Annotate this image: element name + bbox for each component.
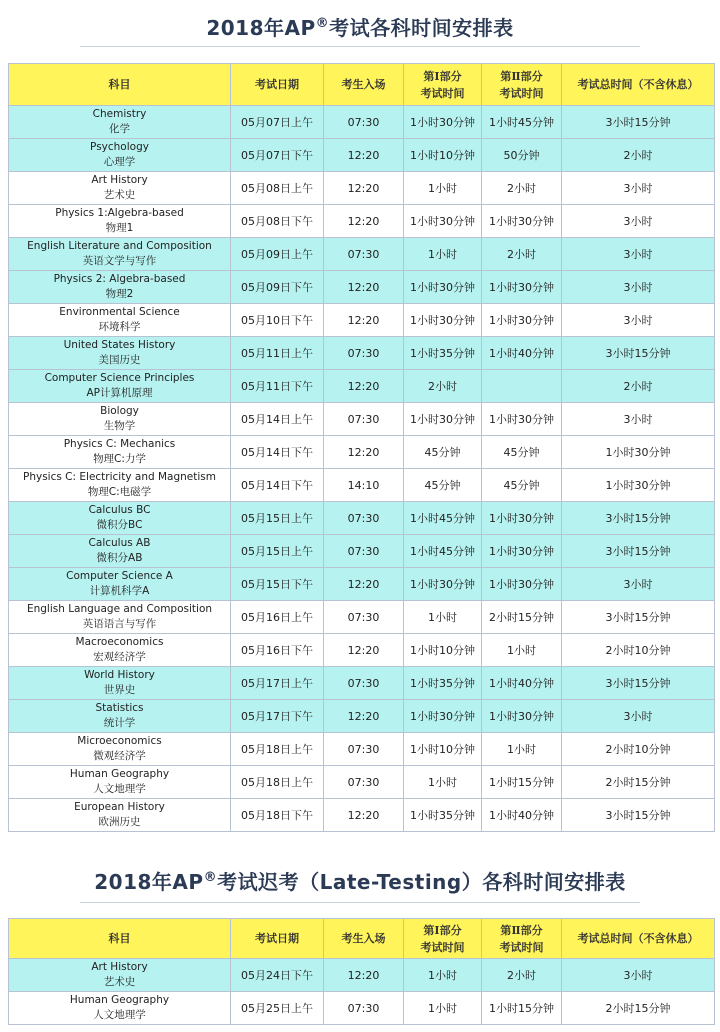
subject-cell <box>9 238 231 271</box>
table-row <box>9 370 715 403</box>
subject-cell <box>9 601 231 634</box>
entry-time-cell: 12:20 <box>324 634 404 667</box>
total-duration-cell: 3小时15分钟 <box>562 667 715 700</box>
subject-cell <box>9 106 231 139</box>
subject-english: Macroeconomics <box>75 636 164 648</box>
entry-time-cell: 07:30 <box>324 106 404 139</box>
part2-duration-cell: 1小时15分钟 <box>482 766 562 799</box>
total-duration-cell: 3小时 <box>562 172 715 205</box>
total-duration-cell: 2小时 <box>562 139 715 172</box>
header-part2 <box>482 64 562 106</box>
exam-schedule-table <box>8 63 715 832</box>
subject-chinese: 计算机科学A <box>89 585 150 597</box>
date-cell: 05月07日上午 <box>231 106 324 139</box>
part1-duration-cell: 1小时 <box>404 959 482 992</box>
subject-cell <box>9 502 231 535</box>
date-cell: 05月07日下午 <box>231 139 324 172</box>
part1-duration-cell: 1小时30分钟 <box>404 271 482 304</box>
header-part1 <box>404 919 482 959</box>
part2-duration-cell: 1小时40分钟 <box>482 337 562 370</box>
table-row <box>9 601 715 634</box>
date-cell: 05月17日上午 <box>231 667 324 700</box>
table-row <box>9 502 715 535</box>
part1-duration-cell: 1小时30分钟 <box>404 568 482 601</box>
part2-duration-cell: 1小时30分钟 <box>482 535 562 568</box>
entry-time-cell: 12:20 <box>324 139 404 172</box>
subject-cell <box>9 337 231 370</box>
title-divider <box>80 46 640 47</box>
subject-chinese: 物理C:电磁学 <box>87 486 152 498</box>
subject-cell <box>9 271 231 304</box>
subject-chinese: 人文地理学 <box>93 783 146 795</box>
subject-chinese: 心理学 <box>103 156 136 168</box>
date-cell: 05月18日下午 <box>231 799 324 832</box>
entry-time-cell: 07:30 <box>324 337 404 370</box>
total-duration-cell: 3小时15分钟 <box>562 337 715 370</box>
subject-english: Chemistry <box>92 108 147 120</box>
part2-duration-cell: 1小时30分钟 <box>482 271 562 304</box>
total-duration-cell: 3小时 <box>562 238 715 271</box>
table-row <box>9 799 715 832</box>
subject-chinese: 化学 <box>109 123 130 135</box>
table-row <box>9 667 715 700</box>
part2-duration-cell: 1小时30分钟 <box>482 205 562 238</box>
part1-duration-cell: 45分钟 <box>404 436 482 469</box>
part2-duration-cell: 2小时 <box>482 959 562 992</box>
subject-english: Computer Science Principles <box>44 372 195 384</box>
total-duration-cell: 2小时10分钟 <box>562 733 715 766</box>
part2-duration-cell: 2小时 <box>482 238 562 271</box>
subject-chinese: 艺术史 <box>103 189 136 201</box>
date-cell: 05月15日上午 <box>231 535 324 568</box>
subject-english: Physics C: Electricity and Magnetism <box>23 471 216 483</box>
subject-cell <box>9 304 231 337</box>
total-duration-cell: 3小时 <box>562 304 715 337</box>
part2-duration-cell: 1小时40分钟 <box>482 799 562 832</box>
part2-duration-cell: 1小时30分钟 <box>482 403 562 436</box>
table-header-row <box>9 919 715 959</box>
registered-mark: ® <box>315 16 330 31</box>
total-duration-cell: 3小时 <box>562 271 715 304</box>
table-row <box>9 733 715 766</box>
header-subject: 科目 <box>9 64 231 106</box>
part2-duration-cell: 2小时15分钟 <box>482 601 562 634</box>
date-cell: 05月16日上午 <box>231 601 324 634</box>
part1-duration-cell: 1小时35分钟 <box>404 667 482 700</box>
late-title-prefix: 2018年AP <box>94 870 204 894</box>
entry-time-cell: 07:30 <box>324 992 404 1025</box>
subject-cell <box>9 139 231 172</box>
header-part2-line2: 考试时间 <box>499 940 544 954</box>
subject-cell <box>9 992 231 1025</box>
part1-duration-cell: 1小时30分钟 <box>404 205 482 238</box>
subject-english: Psychology <box>90 141 149 153</box>
subject-cell <box>9 959 231 992</box>
part1-duration-cell: 1小时 <box>404 172 482 205</box>
subject-english: Physics 1:Algebra-based <box>55 207 184 219</box>
header-part1-line1: 第Ⅰ部分 <box>423 923 462 937</box>
total-duration-cell: 1小时30分钟 <box>562 436 715 469</box>
subject-chinese: 英语文学与写作 <box>82 255 157 267</box>
date-cell: 05月18日上午 <box>231 733 324 766</box>
header-total: 考试总时间（不含休息） <box>562 919 715 959</box>
header-date: 考试日期 <box>231 919 324 959</box>
table-row <box>9 700 715 733</box>
late-table-body <box>9 959 715 1025</box>
title-divider <box>80 902 640 903</box>
subject-english: Microeconomics <box>77 735 162 747</box>
subject-chinese: 世界史 <box>103 684 136 696</box>
late-testing-title <box>0 866 720 895</box>
total-duration-cell: 3小时15分钟 <box>562 106 715 139</box>
part2-duration-cell: 1小时45分钟 <box>482 106 562 139</box>
header-part1 <box>404 64 482 106</box>
entry-time-cell: 14:10 <box>324 469 404 502</box>
total-duration-cell: 3小时15分钟 <box>562 535 715 568</box>
entry-time-cell: 12:20 <box>324 304 404 337</box>
entry-time-cell: 12:20 <box>324 799 404 832</box>
schedule-title <box>0 12 720 41</box>
schedule-title-prefix: 2018年AP <box>206 16 316 40</box>
date-cell: 05月14日下午 <box>231 436 324 469</box>
total-duration-cell: 2小时10分钟 <box>562 634 715 667</box>
header-part2 <box>482 919 562 959</box>
subject-english: Human Geography <box>69 994 170 1006</box>
header-subject: 科目 <box>9 919 231 959</box>
subject-chinese: 微积分AB <box>96 552 143 564</box>
date-cell: 05月25日上午 <box>231 992 324 1025</box>
subject-cell <box>9 469 231 502</box>
part2-duration-cell: 1小时 <box>482 733 562 766</box>
entry-time-cell: 12:20 <box>324 700 404 733</box>
subject-cell <box>9 700 231 733</box>
header-part1-line2: 考试时间 <box>420 86 465 100</box>
table-row <box>9 304 715 337</box>
subject-english: Physics C: Mechanics <box>63 438 176 450</box>
subject-english: English Literature and Composition <box>27 240 212 252</box>
subject-cell <box>9 205 231 238</box>
subject-cell <box>9 535 231 568</box>
part1-duration-cell: 1小时35分钟 <box>404 337 482 370</box>
entry-time-cell: 07:30 <box>324 667 404 700</box>
total-duration-cell: 1小时30分钟 <box>562 469 715 502</box>
table-row <box>9 568 715 601</box>
date-cell: 05月09日上午 <box>231 238 324 271</box>
table-row <box>9 634 715 667</box>
entry-time-cell: 07:30 <box>324 601 404 634</box>
part1-duration-cell: 1小时 <box>404 238 482 271</box>
subject-english: Statistics <box>95 702 144 714</box>
part1-duration-cell: 1小时45分钟 <box>404 535 482 568</box>
entry-time-cell: 12:20 <box>324 568 404 601</box>
part1-duration-cell: 1小时10分钟 <box>404 634 482 667</box>
subject-cell <box>9 766 231 799</box>
part2-duration-cell: 1小时30分钟 <box>482 502 562 535</box>
total-duration-cell: 3小时15分钟 <box>562 799 715 832</box>
part2-duration-cell <box>482 370 562 403</box>
table-row <box>9 469 715 502</box>
table-row <box>9 205 715 238</box>
date-cell: 05月17日下午 <box>231 700 324 733</box>
table-row <box>9 337 715 370</box>
header-entry: 考生入场 <box>324 919 404 959</box>
part1-duration-cell: 2小时 <box>404 370 482 403</box>
header-date: 考试日期 <box>231 64 324 106</box>
subject-cell <box>9 370 231 403</box>
part1-duration-cell: 1小时30分钟 <box>404 700 482 733</box>
part1-duration-cell: 1小时30分钟 <box>404 304 482 337</box>
total-duration-cell: 3小时 <box>562 959 715 992</box>
header-part2-line1: 第Ⅱ部分 <box>500 923 543 937</box>
entry-time-cell: 07:30 <box>324 733 404 766</box>
subject-cell <box>9 799 231 832</box>
total-duration-cell: 3小时 <box>562 205 715 238</box>
subject-chinese: 生物学 <box>103 420 136 432</box>
part2-duration-cell: 1小时30分钟 <box>482 700 562 733</box>
entry-time-cell: 07:30 <box>324 535 404 568</box>
part1-duration-cell: 1小时10分钟 <box>404 733 482 766</box>
subject-english: Human Geography <box>69 768 170 780</box>
subject-english: Biology <box>100 405 139 417</box>
part1-duration-cell: 1小时30分钟 <box>404 106 482 139</box>
subject-english: Art History <box>91 961 148 973</box>
part1-duration-cell: 1小时 <box>404 601 482 634</box>
schedule-title-suffix: 考试各科时间安排表 <box>329 16 514 40</box>
entry-time-cell: 12:20 <box>324 959 404 992</box>
part1-duration-cell: 1小时45分钟 <box>404 502 482 535</box>
date-cell: 05月15日上午 <box>231 502 324 535</box>
subject-chinese: 物理2 <box>105 288 134 300</box>
registered-mark: ® <box>203 870 218 885</box>
subject-english: Calculus BC <box>88 504 151 516</box>
part1-duration-cell: 1小时35分钟 <box>404 799 482 832</box>
subject-cell <box>9 733 231 766</box>
subject-chinese: AP计算机原理 <box>86 387 153 399</box>
table-row <box>9 766 715 799</box>
date-cell: 05月14日下午 <box>231 469 324 502</box>
date-cell: 05月15日下午 <box>231 568 324 601</box>
date-cell: 05月08日下午 <box>231 205 324 238</box>
date-cell: 05月16日下午 <box>231 634 324 667</box>
subject-chinese: 统计学 <box>103 717 136 729</box>
subject-cell <box>9 403 231 436</box>
subject-english: English Language and Composition <box>26 603 213 615</box>
part2-duration-cell: 1小时40分钟 <box>482 667 562 700</box>
part1-duration-cell: 45分钟 <box>404 469 482 502</box>
subject-english: Art History <box>91 174 148 186</box>
entry-time-cell: 12:20 <box>324 271 404 304</box>
header-entry: 考生入场 <box>324 64 404 106</box>
table-row <box>9 436 715 469</box>
subject-chinese: 英语语言与写作 <box>82 618 157 630</box>
subject-chinese: 微观经济学 <box>93 750 146 762</box>
part2-duration-cell: 2小时 <box>482 172 562 205</box>
subject-english: European History <box>74 801 165 813</box>
header-part1-line2: 考试时间 <box>420 940 465 954</box>
date-cell: 05月08日上午 <box>231 172 324 205</box>
table-row <box>9 403 715 436</box>
date-cell: 05月09日下午 <box>231 271 324 304</box>
subject-chinese: 艺术史 <box>103 976 136 988</box>
table-row <box>9 106 715 139</box>
header-part1-line1: 第Ⅰ部分 <box>423 69 462 83</box>
total-duration-cell: 3小时15分钟 <box>562 502 715 535</box>
entry-time-cell: 12:20 <box>324 370 404 403</box>
table-row <box>9 271 715 304</box>
schedule-table-body <box>9 106 715 832</box>
total-duration-cell: 3小时 <box>562 568 715 601</box>
subject-chinese: 人文地理学 <box>93 1009 146 1021</box>
table-row <box>9 992 715 1025</box>
table-header-row <box>9 64 715 106</box>
subject-chinese: 环境科学 <box>98 321 141 333</box>
table-row <box>9 238 715 271</box>
total-duration-cell: 2小时15分钟 <box>562 992 715 1025</box>
header-part2-line2: 考试时间 <box>499 86 544 100</box>
table-row <box>9 535 715 568</box>
table-row <box>9 959 715 992</box>
total-duration-cell: 2小时15分钟 <box>562 766 715 799</box>
subject-chinese: 美国历史 <box>98 354 141 366</box>
part1-duration-cell: 1小时 <box>404 992 482 1025</box>
entry-time-cell: 12:20 <box>324 172 404 205</box>
total-duration-cell: 3小时15分钟 <box>562 601 715 634</box>
part2-duration-cell: 50分钟 <box>482 139 562 172</box>
entry-time-cell: 07:30 <box>324 502 404 535</box>
part2-duration-cell: 45分钟 <box>482 469 562 502</box>
part2-duration-cell: 1小时30分钟 <box>482 568 562 601</box>
subject-english: Calculus AB <box>88 537 151 549</box>
subject-english: Physics 2: Algebra-based <box>53 273 186 285</box>
date-cell: 05月14日上午 <box>231 403 324 436</box>
part1-duration-cell: 1小时 <box>404 766 482 799</box>
total-duration-cell: 2小时 <box>562 370 715 403</box>
late-testing-table <box>8 918 715 1025</box>
part2-duration-cell: 45分钟 <box>482 436 562 469</box>
entry-time-cell: 07:30 <box>324 403 404 436</box>
subject-cell <box>9 436 231 469</box>
entry-time-cell: 12:20 <box>324 205 404 238</box>
subject-cell <box>9 568 231 601</box>
subject-english: United States History <box>63 339 176 351</box>
total-duration-cell: 3小时 <box>562 403 715 436</box>
subject-chinese: 宏观经济学 <box>93 651 146 663</box>
table-row <box>9 172 715 205</box>
date-cell: 05月11日下午 <box>231 370 324 403</box>
part2-duration-cell: 1小时30分钟 <box>482 304 562 337</box>
table-row <box>9 139 715 172</box>
subject-chinese: 物理C:力学 <box>93 453 146 465</box>
subject-chinese: 微积分BC <box>96 519 143 531</box>
subject-chinese: 欧洲历史 <box>98 816 141 828</box>
subject-cell <box>9 667 231 700</box>
header-part2-line1: 第Ⅱ部分 <box>500 69 543 83</box>
subject-english: Environmental Science <box>59 306 180 318</box>
part1-duration-cell: 1小时30分钟 <box>404 403 482 436</box>
part2-duration-cell: 1小时 <box>482 634 562 667</box>
subject-english: Computer Science A <box>66 570 173 582</box>
entry-time-cell: 12:20 <box>324 436 404 469</box>
subject-cell <box>9 172 231 205</box>
date-cell: 05月24日下午 <box>231 959 324 992</box>
subject-chinese: 物理1 <box>105 222 134 234</box>
subject-english: World History <box>84 669 155 681</box>
header-total: 考试总时间（不含休息） <box>562 64 715 106</box>
late-title-suffix: 考试迟考（Late-Testing）各科时间安排表 <box>217 870 626 894</box>
part2-duration-cell: 1小时15分钟 <box>482 992 562 1025</box>
total-duration-cell: 3小时 <box>562 700 715 733</box>
date-cell: 05月10日下午 <box>231 304 324 337</box>
part1-duration-cell: 1小时10分钟 <box>404 139 482 172</box>
date-cell: 05月18日上午 <box>231 766 324 799</box>
date-cell: 05月11日上午 <box>231 337 324 370</box>
entry-time-cell: 07:30 <box>324 766 404 799</box>
entry-time-cell: 07:30 <box>324 238 404 271</box>
subject-cell <box>9 634 231 667</box>
